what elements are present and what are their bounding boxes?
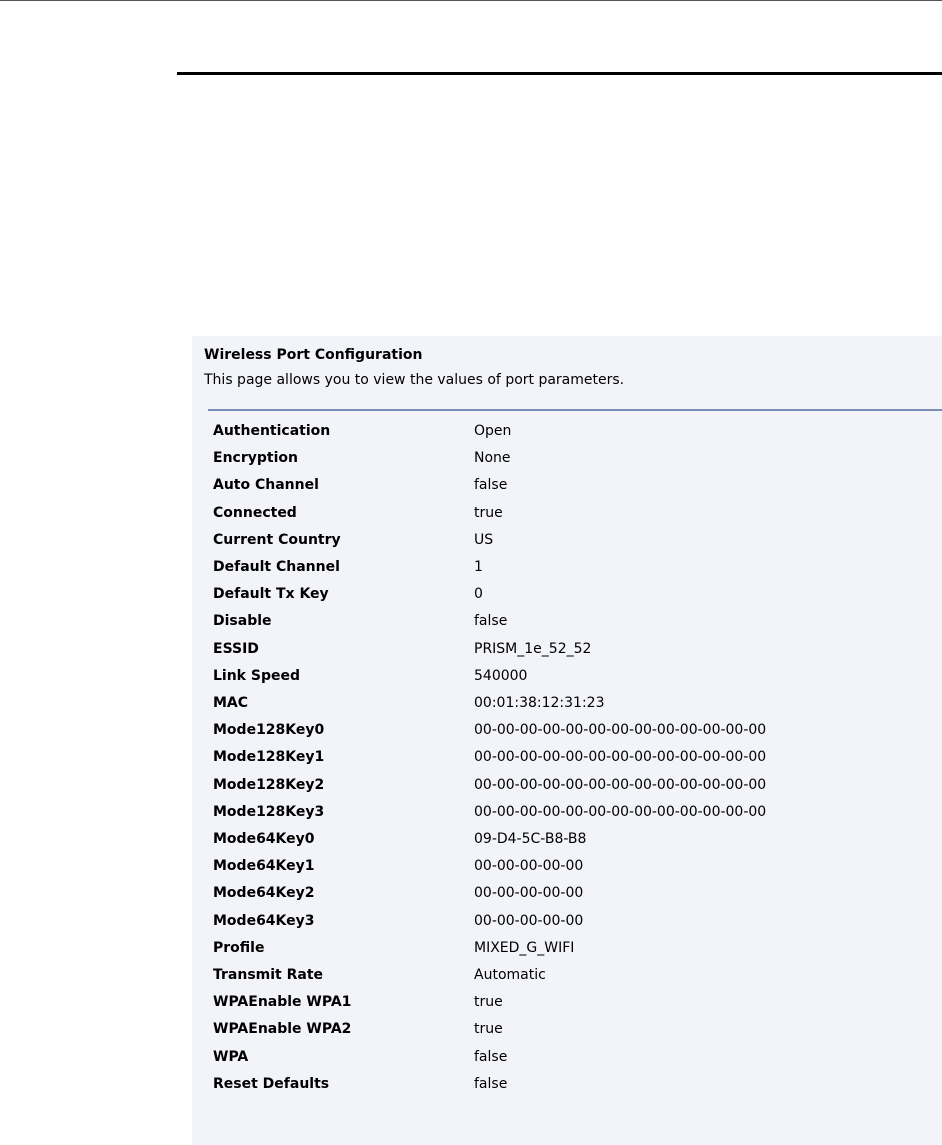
param-label: ESSID bbox=[213, 640, 259, 657]
section-divider bbox=[177, 72, 942, 75]
table-row bbox=[208, 608, 942, 635]
param-label: Transmit Rate bbox=[213, 967, 324, 984]
param-value: false bbox=[474, 613, 508, 630]
param-label: WPAEnable WPA2 bbox=[213, 1021, 352, 1038]
param-value: PRISM_1e_52_52 bbox=[474, 640, 592, 657]
param-label: Default Tx Key bbox=[213, 586, 329, 603]
table-row bbox=[208, 908, 942, 935]
param-label: WPAEnable WPA1 bbox=[213, 994, 352, 1011]
wireless-port-config-panel bbox=[192, 336, 942, 1145]
param-label: Auto Channel bbox=[213, 477, 319, 494]
param-label: Mode64Key1 bbox=[213, 858, 315, 875]
table-row bbox=[208, 826, 942, 853]
param-label: Mode128Key2 bbox=[213, 776, 325, 793]
param-label: Mode64Key3 bbox=[213, 912, 315, 929]
table-row bbox=[208, 962, 942, 989]
param-label: Reset Defaults bbox=[213, 1075, 330, 1092]
table-row bbox=[208, 418, 942, 445]
table-row bbox=[208, 472, 942, 499]
table-row bbox=[208, 663, 942, 690]
param-value: true bbox=[474, 994, 503, 1011]
table-row bbox=[208, 935, 942, 962]
param-value: false bbox=[474, 1075, 508, 1092]
param-value: 09-D4-5C-B8-B8 bbox=[474, 831, 587, 848]
param-label: Mode128Key3 bbox=[213, 803, 325, 820]
param-value: false bbox=[474, 1048, 508, 1065]
param-label: Mode64Key0 bbox=[213, 831, 315, 848]
port-parameters-table bbox=[208, 418, 942, 1098]
param-value: Open bbox=[474, 423, 512, 439]
param-label: WPA bbox=[213, 1048, 249, 1065]
table-row bbox=[208, 636, 942, 663]
table-row bbox=[208, 445, 942, 472]
table-row bbox=[208, 989, 942, 1016]
param-label: Current Country bbox=[213, 531, 341, 548]
page-description: This page allows you to view the values of port parameters. bbox=[204, 372, 625, 388]
table-row bbox=[208, 880, 942, 907]
page-title: Wireless Port Configuration bbox=[204, 347, 423, 363]
param-label: Authentication bbox=[213, 423, 331, 439]
param-value: 00-00-00-00-00 bbox=[474, 885, 584, 902]
param-value: 00-00-00-00-00-00-00-00-00-00-00-00-00 bbox=[474, 749, 767, 766]
table-row bbox=[208, 772, 942, 799]
param-label: Link Speed bbox=[213, 667, 300, 684]
param-label: Default Channel bbox=[213, 559, 340, 576]
table-row bbox=[208, 853, 942, 880]
param-value: None bbox=[474, 450, 511, 467]
param-label: Mode128Key1 bbox=[213, 749, 325, 766]
param-label: Profile bbox=[213, 939, 265, 956]
param-label: Encryption bbox=[213, 450, 298, 467]
param-value: false bbox=[474, 477, 508, 494]
param-value: true bbox=[474, 504, 503, 521]
param-value: 540000 bbox=[474, 667, 528, 684]
param-value: 00:01:38:12:31:23 bbox=[474, 695, 605, 712]
page-top-divider bbox=[0, 0, 942, 1]
param-label: Mode128Key0 bbox=[213, 722, 325, 739]
table-row bbox=[208, 1016, 942, 1043]
header-divider bbox=[208, 409, 942, 411]
param-value: 00-00-00-00-00-00-00-00-00-00-00-00-00 bbox=[474, 722, 767, 739]
param-label: Disable bbox=[213, 613, 272, 630]
param-value: Automatic bbox=[474, 967, 546, 984]
table-row bbox=[208, 690, 942, 717]
param-value: 00-00-00-00-00-00-00-00-00-00-00-00-00 bbox=[474, 803, 767, 820]
table-row bbox=[208, 744, 942, 771]
table-row bbox=[208, 799, 942, 826]
param-label: Mode64Key2 bbox=[213, 885, 315, 902]
table-row bbox=[208, 554, 942, 581]
table-row bbox=[208, 1071, 942, 1098]
param-value: 00-00-00-00-00 bbox=[474, 912, 584, 929]
param-value: true bbox=[474, 1021, 503, 1038]
param-value: 00-00-00-00-00 bbox=[474, 858, 584, 875]
param-value: 1 bbox=[474, 559, 483, 576]
param-label: Connected bbox=[213, 504, 297, 521]
param-value: MIXED_G_WIFI bbox=[474, 939, 575, 956]
param-value: 00-00-00-00-00-00-00-00-00-00-00-00-00 bbox=[474, 776, 767, 793]
table-row bbox=[208, 1044, 942, 1071]
table-row bbox=[208, 527, 942, 554]
table-row bbox=[208, 500, 942, 527]
table-row bbox=[208, 717, 942, 744]
param-value: US bbox=[474, 531, 494, 548]
param-value: 0 bbox=[474, 586, 483, 603]
param-label: MAC bbox=[213, 695, 249, 712]
table-row bbox=[208, 581, 942, 608]
